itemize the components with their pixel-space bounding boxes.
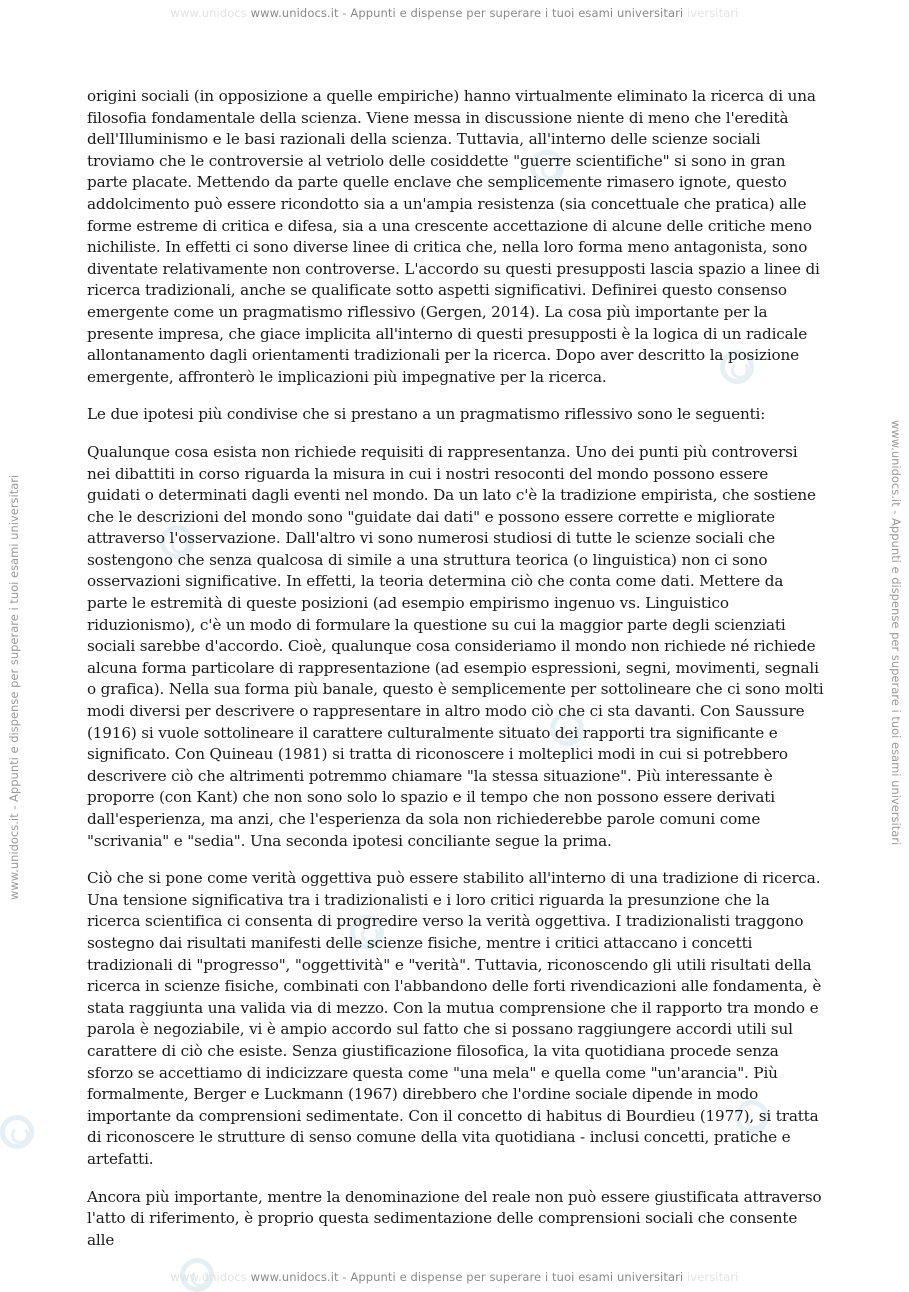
header-text: www.unidocs.it - Appunti e dispense per superare i tuoi esami universitari (250, 6, 684, 20)
paragraph: Ciò che si pone come verità oggettiva può essere stabilito all'interno di una tradizione di ricerca. Una tensione significativa tra i tradizionalisti e i loro critici riguarda la presunzione che la ricerca scientifica ci consenta di progredire verso la verità oggettiva. I tradizionalisti traggono sostegno dai risultati manifesti delle scienze fisiche, mentre i critici attaccano i concetti tradizionali di "progresso", "oggettività" e "verità". Tuttavia, riconoscendo gli utili risultati della ricerca in scienze fisiche, combinati con l'abbandono delle forti rivendicazioni alle fondamenta, è stata raggiunta una valida via di mezzo. Con la mutua comprensione che il rapporto tra mondo e parola è negoziabile, vi è ampio accordo sul fatto che si possano raggiungere accordi utili sul carattere di ciò che esiste. Senza giustificazione filosofica, la vita quotidiana procede senza sforzo se accettiamo di indicizzare questa come "una mela" e quella come "un'arancia". Più formalmente, Berger e Luckmann (1967) direbbero che l'ordine sociale dipende in modo importante da comprensioni sedimentate. Con il concetto di habitus di Bourdieu (1977), si tratta di riconoscere le strutture di senso comune della vita quotidiana - inclusi concetti, pratiche e artefatti. (87, 869, 822, 1168)
paragraph: Le due ipotesi più condivise che si prestano a un pragmatismo riflessivo sono le seguenti: (87, 405, 766, 424)
header-ghost-right: iversitari (687, 6, 739, 20)
left-side-watermark: www.unidocs.it - Appunti e dispense per superare i tuoi esami universitari (7, 474, 21, 900)
header-watermark-banner (0, 2, 909, 24)
footer-ghost-right: iversitari (687, 1270, 739, 1284)
paragraph: Qualunque cosa esista non richiede requisiti di rappresentanza. Uno dei punti più controversi nei dibattiti in corso riguarda la misura in cui i nostri resoconti del mondo possono essere guidati o determinati dagli eventi nel mondo. Da un lato c'è la tradizione empirista, che sostiene che le descrizioni del mondo sono "guidate dai dati" e possono essere corrette e migliorate attraverso l'osservazione. Dall'altro vi sono numerosi studiosi di tutte le scienze sociali che sostengono che senza qualcosa di simile a una struttura teorica (o linguistica) non ci sono osservazioni significative. In effetti, la teoria determina ciò che conta come dati. Mettere da parte le estremità di queste posizioni (ad esempio empirismo ingenuo vs. Linguistico riduzionismo), c'è un modo di formulare la questione su cui la maggior parte degli scienziati sociali sarebbe d'accordo. Cioè, qualunque cosa consideriamo il mondo non richiede né richiede alcuna forma particolare di rappresentazione (ad esempio espressioni, segni, movimenti, segnali o grafica). Nella sua forma più banale, questo è semplicemente per sottolineare che ci sono molti modi diversi per descrivere o rappresentare in altro modo ciò che ci sta davanti. Con Saussure (1916) si vuole sottolineare il carattere culturalmente situato dei rapporti tra significante e significato. Con Quineau (1981) si tratta di riconoscere i molteplici modi in cui si potrebbero descrivere ciò che altrimenti potremmo chiamare "la stessa situazione". Più interessante è proporre (con Kant) che non sono solo lo spazio e il tempo che non possono essere derivati dall'esperienza, ma anzi, che l'esperienza da sola non richiederebbe parole comuni come "scrivania" e "sedia". Una seconda ipotesi conciliante segue la prima. (87, 442, 824, 850)
document-body (87, 86, 825, 1267)
footer-text: www.unidocs.it - Appunti e dispense per superare i tuoi esami universitari (250, 1270, 684, 1284)
watermark-logo-icon (0, 1115, 34, 1149)
paragraph: origini sociali (in opposizione a quelle empiriche) hanno virtualmente eliminato la ricerca di una filosofia fondamentale della scienza. Viene messa in discussione niente di meno che l'eredità dell'Illuminismo e le basi razionali della scienza. Tuttavia, all'interno delle scienze sociali troviamo che le controversie al vetriolo delle cosiddette "guerre scientifiche" si sono in gran parte placate. Mettendo da parte quelle enclave che semplicemente rimasero ignote, questo addolcimento può essere ricondotto sia a un'ampia resistenza (sia concettuale che pratica) alle forme estreme di critica e difesa, sia a una crescente accettazione di alcune delle critiche meno nichiliste. In effetti ci sono diverse linee di critica che, nella loro forma meno antagonista, sono diventate relativamente non controverse. L'accordo su questi presupposti lascia spazio a linee di ricerca tradizionali, anche se qualificate sotto aspetti significativi. Definirei questo consenso emergente come un pragmatismo riflessivo (Gergen, 2014). La cosa più importante per la presente impresa, che giace implicita all'interno di questi presupposti è la logica di un radicale allontanamento dagli orientamenti tradizionali per la ricerca. Dopo aver descritto la posizione emergente, affronterò le implicazioni più impegnative per la ricerca. (87, 87, 820, 386)
paragraph: Ancora più importante, mentre la denominazione del reale non può essere giustificata attraverso l'atto di riferimento, è proprio questa sedimentazione delle comprensioni sociali che consente alle (87, 1187, 822, 1249)
header-ghost-left: www.unidocs (170, 6, 247, 20)
footer-watermark-banner (0, 1266, 909, 1288)
right-side-watermark: www.unidocs.it - Appunti e dispense per superare i tuoi esami universitari (889, 420, 903, 846)
footer-ghost-left: www.unidocs (170, 1270, 247, 1284)
